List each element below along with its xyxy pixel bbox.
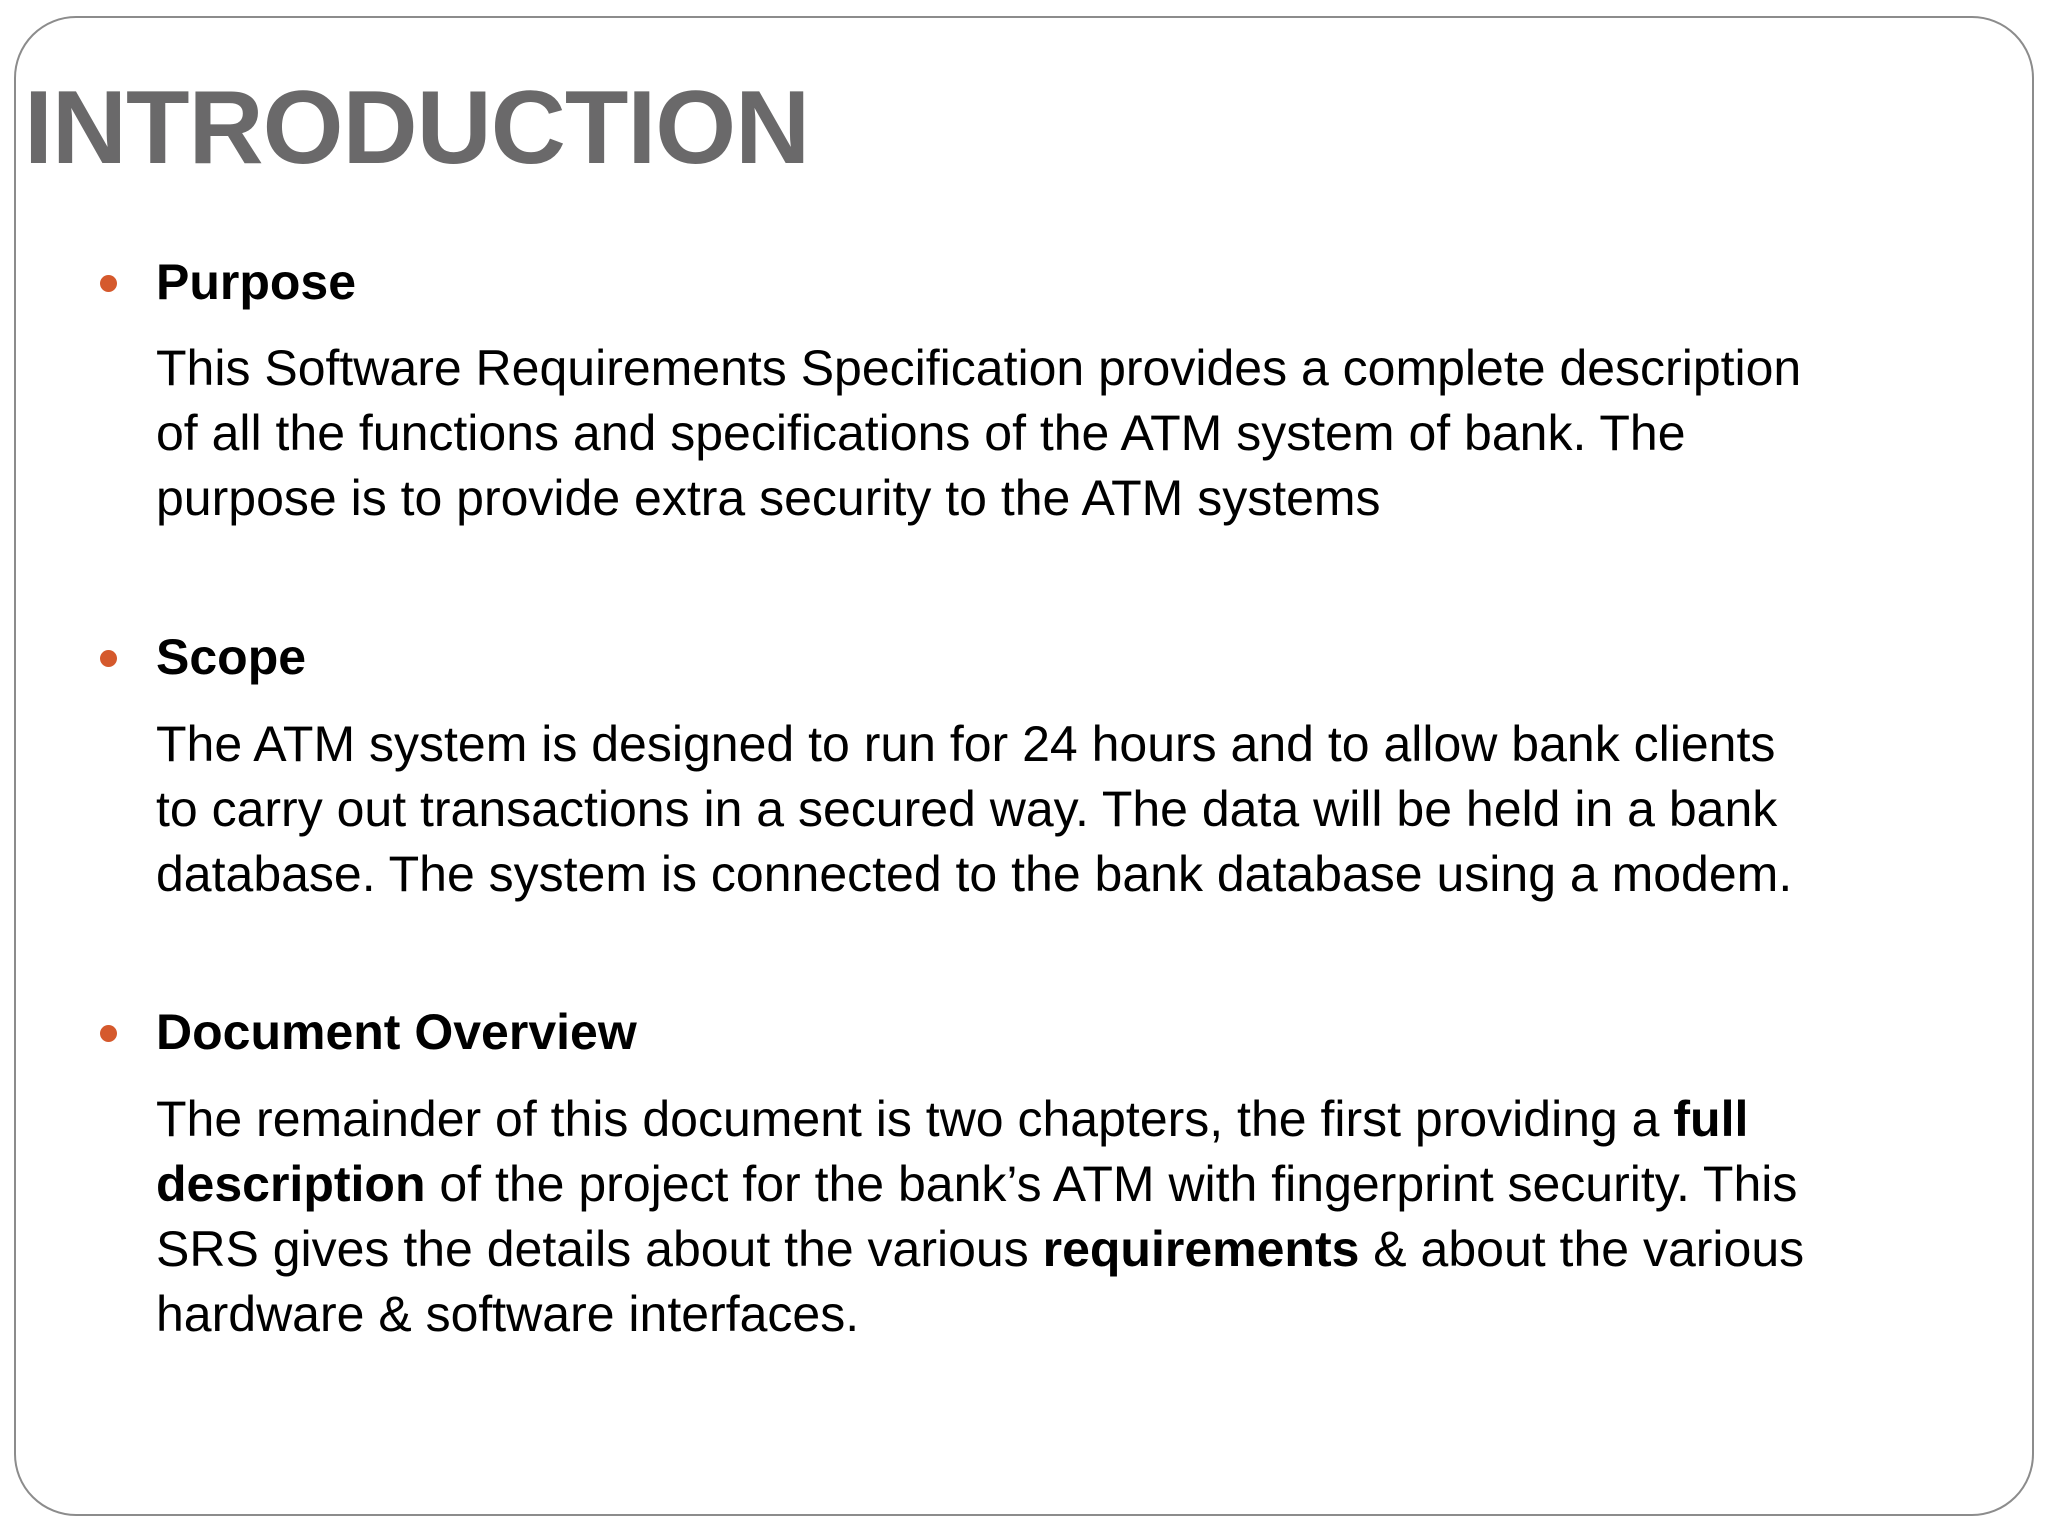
body-text: of the project for the bank’s ATM with fingerprint security. This	[425, 1156, 1798, 1212]
body-text: & about the various	[1359, 1221, 1805, 1277]
body-line	[156, 1152, 1986, 1217]
body-bold-text: full	[1673, 1091, 1749, 1147]
bullet-icon	[100, 1025, 117, 1042]
body-line: database. The system is connected to the bank database using a modem.	[156, 846, 1793, 902]
bullet-icon	[100, 275, 117, 292]
body-bold-text: description	[156, 1156, 426, 1212]
body-line: hardware & software interfaces.	[156, 1286, 860, 1342]
section-body	[156, 1087, 1986, 1347]
body-line: purpose is to provide extra security to the ATM systems	[156, 470, 1381, 526]
body-bold-text: requirements	[1042, 1221, 1360, 1277]
section-heading: Scope	[156, 629, 307, 685]
section-body	[156, 712, 1986, 907]
body-line: The ATM system is designed to run for 24 hours and to allow bank clients	[156, 716, 1776, 772]
body-text: The remainder of this document is two chapters, the first providing a	[156, 1091, 1674, 1147]
slide	[14, 16, 2034, 1516]
body-text: SRS gives the details about the various	[156, 1221, 1043, 1277]
body-line: to carry out transactions in a secured way. The data will be held in a bank	[156, 781, 1778, 837]
section-heading: Document Overview	[156, 1004, 637, 1060]
slide-title: INTRODUCTION	[24, 70, 810, 186]
body-line	[156, 1217, 1986, 1282]
section-body	[156, 336, 1986, 531]
body-line: of all the functions and specifications of the ATM system of bank. The	[156, 405, 1686, 461]
body-line: This Software Requirements Specification provides a complete description	[156, 340, 1802, 396]
section-heading: Purpose	[156, 254, 357, 310]
bullet-icon	[100, 650, 117, 667]
body-line	[156, 1087, 1986, 1152]
